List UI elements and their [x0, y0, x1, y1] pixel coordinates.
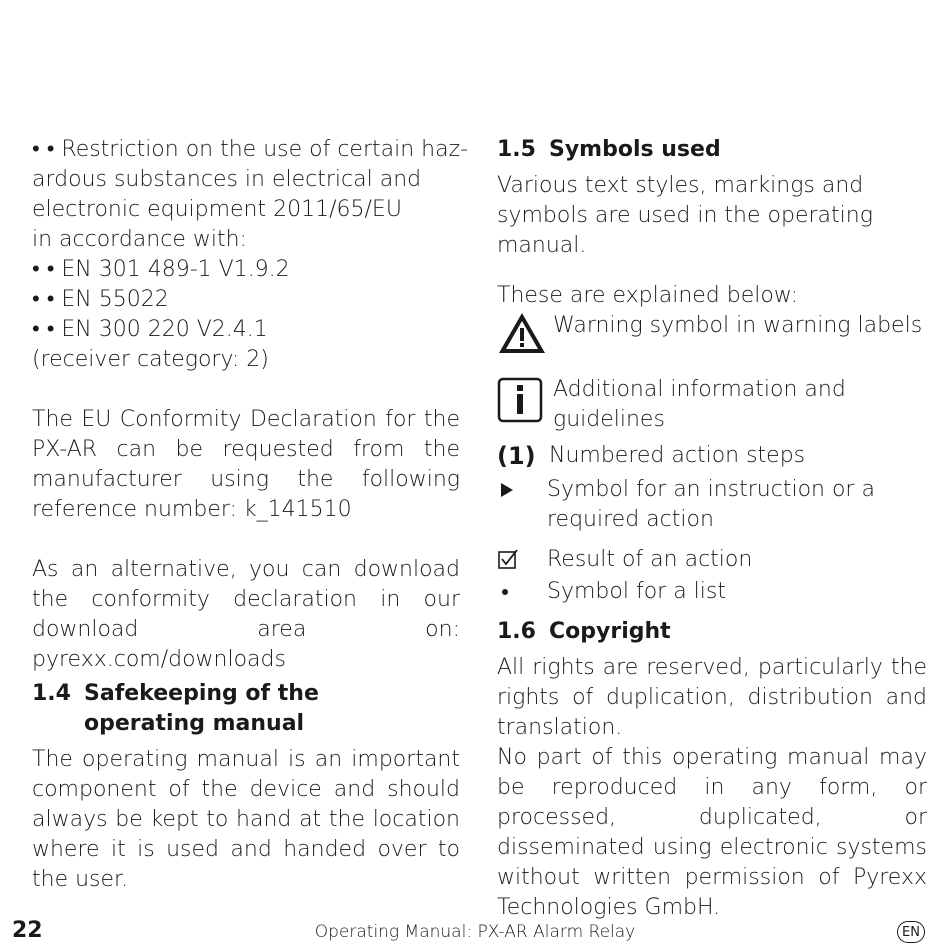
right-column — [497, 135, 927, 923]
copyright-paragraph-2: No part of this operating manual may be reproduced in any form, or processed, duplicated, or disseminated using electronic systems without written permission of Pyrexx Technologies GmbH. — [497, 745, 927, 920]
page-footer — [0, 918, 950, 948]
standard-en-55022: • • EN 55022 — [32, 287, 169, 312]
warning-symbol-text: Warning symbol in warning labels — [553, 313, 923, 338]
info-icon — [497, 377, 543, 423]
symbol-row-warning — [497, 311, 927, 355]
symbols-explained: These are explained below: — [497, 283, 799, 308]
checkbox-checked-icon — [497, 545, 519, 575]
list-symbol-text: Symbol for a list — [547, 579, 726, 604]
bullet-icon — [497, 577, 517, 607]
result-symbol-text: Result of an action — [547, 547, 753, 572]
symbol-row-result — [497, 545, 927, 575]
info-symbol-text: Additional information and guidelines — [553, 377, 846, 432]
symbol-row-list — [497, 577, 927, 607]
restriction-line-1: • • Restriction on the use of certain haz- — [32, 137, 469, 162]
declaration-paragraph: The EU Conformity Declaration for the PX-AR can be requested from the manufacturer using the following reference number: k_141510 — [32, 407, 460, 522]
numbered-symbol-text: Numbered action steps — [549, 443, 806, 468]
symbol-row-info — [497, 375, 927, 435]
section-1-4-heading — [32, 679, 460, 739]
symbols-intro: Various text styles, markings and symbols are used in the operating manual. — [497, 173, 873, 258]
numbered-step-glyph: (1) — [497, 442, 536, 470]
section-title-line-2: operating manual — [84, 711, 305, 736]
section-1-6-heading — [497, 617, 927, 647]
section-number: 1.4 — [32, 681, 71, 706]
standard-en-300: • • EN 300 220 V2.4.1 — [32, 317, 268, 342]
instruction-symbol-text: Symbol for an instruction or a required action — [547, 477, 875, 532]
section-1-5-heading — [497, 135, 927, 165]
arrow-right-icon — [497, 475, 517, 505]
section-number: 1.6 — [497, 619, 536, 644]
copyright-paragraph-1: All rights are reserved, particularly the rights of duplication, distribution and translation. — [497, 655, 927, 740]
page-number: 22 — [12, 918, 43, 943]
download-paragraph: As an alternative, you can download the conformity declaration in our download area on: pyrexx.com/downloads — [32, 557, 460, 672]
section-title-line-1: Safekeeping of the — [84, 681, 319, 706]
footer-title: Operating Manual: PX-AR Alarm Relay — [314, 922, 636, 942]
restriction-line-3: electronic equipment 2011/65/EU — [32, 197, 402, 222]
receiver-category: (receiver category: 2) — [32, 347, 269, 372]
standard-en-301: • • EN 301 489-1 V1.9.2 — [32, 257, 290, 282]
left-column — [32, 135, 469, 895]
restriction-line-2: ardous substances in electrical and — [32, 167, 422, 192]
section-title: Symbols used — [549, 137, 721, 162]
symbol-row-numbered — [497, 441, 927, 471]
section-title: Copyright — [549, 619, 671, 644]
section-number: 1.5 — [497, 137, 536, 162]
symbol-row-instruction — [497, 475, 927, 535]
warning-triangle-icon — [497, 311, 547, 355]
language-badge-icon: EN — [897, 921, 925, 943]
accordance-line: in accordance with: — [32, 227, 247, 252]
safekeeping-paragraph: The operating manual is an important component of the device and should always be kept to hand at the location where it is used and handed over to the user. — [32, 747, 460, 892]
